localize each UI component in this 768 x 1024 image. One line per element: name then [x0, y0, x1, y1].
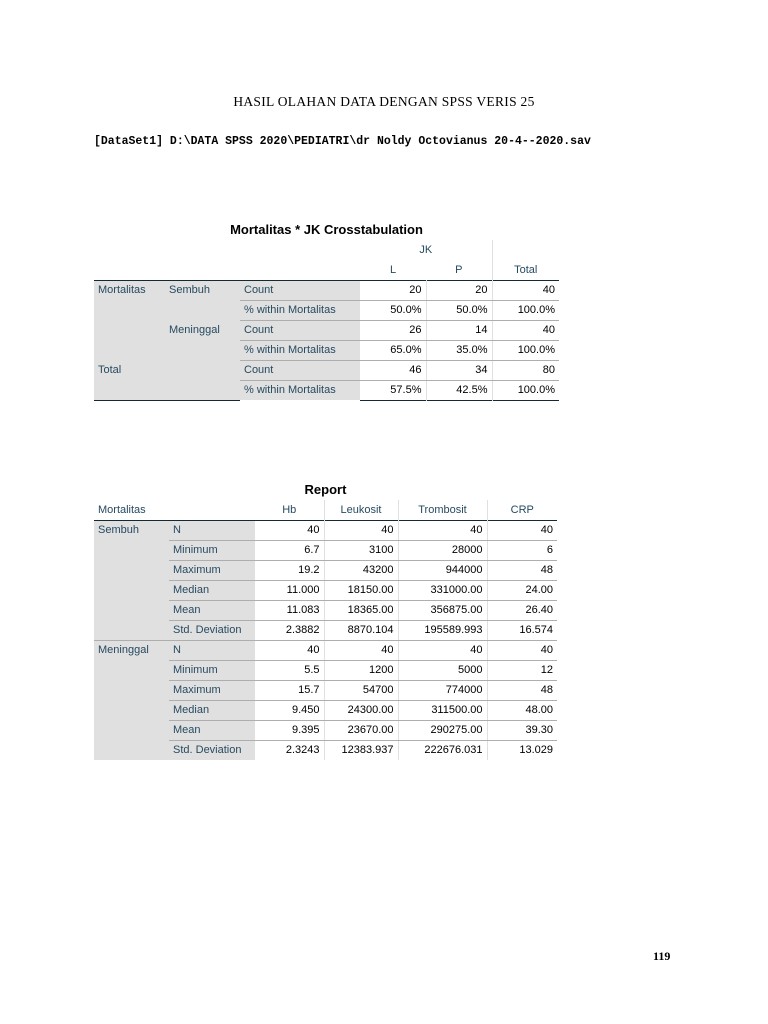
- value-cell: 5000: [398, 660, 487, 680]
- value-cell: 50.0%: [426, 300, 492, 320]
- row-statistic-label: % within Mortalitas: [240, 380, 360, 400]
- value-cell: 24300.00: [324, 700, 398, 720]
- table-row: [94, 560, 557, 580]
- value-cell: 290275.00: [398, 720, 487, 740]
- value-cell: 1200: [324, 660, 398, 680]
- value-cell: 23670.00: [324, 720, 398, 740]
- row-group-label: Mortalitas: [94, 280, 165, 300]
- value-cell: 9.450: [255, 700, 324, 720]
- row-group-label: [94, 600, 169, 620]
- value-cell: 19.2: [255, 560, 324, 580]
- value-cell: 5.5: [255, 660, 324, 680]
- row-statistic-label: Maximum: [169, 560, 255, 580]
- row-group-label: [94, 320, 165, 340]
- value-cell: 24.00: [487, 580, 557, 600]
- row-statistic-label: % within Mortalitas: [240, 340, 360, 360]
- value-cell: 35.0%: [426, 340, 492, 360]
- value-cell: 12: [487, 660, 557, 680]
- row-group-label: [94, 740, 169, 760]
- value-cell: 28000: [398, 540, 487, 560]
- row-statistic-label: Std. Deviation: [169, 740, 255, 760]
- row-statistic-label: % within Mortalitas: [240, 300, 360, 320]
- value-cell: 14: [426, 320, 492, 340]
- value-cell: 20: [360, 280, 426, 300]
- value-cell: 34: [426, 360, 492, 380]
- row-group-label: Meninggal: [94, 640, 169, 660]
- value-cell: 54700: [324, 680, 398, 700]
- row-statistic-label: Count: [240, 360, 360, 380]
- value-cell: 40: [487, 640, 557, 660]
- value-cell: 100.0%: [492, 340, 559, 360]
- value-cell: 18150.00: [324, 580, 398, 600]
- value-cell: 40: [492, 320, 559, 340]
- column-header-l: L: [360, 260, 426, 280]
- report-column-header-row: [94, 500, 557, 520]
- value-cell: 222676.031: [398, 740, 487, 760]
- table-row: [94, 340, 559, 360]
- row-subgroup-label: [165, 340, 240, 360]
- value-cell: 9.395: [255, 720, 324, 740]
- value-cell: 2.3882: [255, 620, 324, 640]
- value-cell: 944000: [398, 560, 487, 580]
- table-row: [94, 720, 557, 740]
- row-group-label: [94, 580, 169, 600]
- value-cell: 42.5%: [426, 380, 492, 400]
- row-subgroup-label: Meninggal: [165, 320, 240, 340]
- value-cell: 356875.00: [398, 600, 487, 620]
- crosstab-column-header-row: [94, 260, 559, 280]
- report-table: [94, 500, 557, 761]
- value-cell: 48: [487, 560, 557, 580]
- row-group-label: [94, 380, 165, 400]
- table-row: [94, 740, 557, 760]
- value-cell: 16.574: [487, 620, 557, 640]
- row-subgroup-label: Sembuh: [165, 280, 240, 300]
- row-group-label: [94, 540, 169, 560]
- row-statistic-label: Count: [240, 320, 360, 340]
- value-cell: 40: [487, 520, 557, 540]
- row-group-label: [94, 680, 169, 700]
- table-row: [94, 680, 557, 700]
- table-row: [94, 640, 557, 660]
- table-row: [94, 360, 559, 380]
- value-cell: 40: [255, 640, 324, 660]
- column-header-trombosit: Trombosit: [398, 500, 487, 520]
- crosstab-table: [94, 240, 559, 401]
- table-row: [94, 380, 559, 400]
- value-cell: 6.7: [255, 540, 324, 560]
- value-cell: 774000: [398, 680, 487, 700]
- row-group-label: [94, 560, 169, 580]
- row-statistic-label: Count: [240, 280, 360, 300]
- value-cell: 40: [398, 520, 487, 540]
- row-statistic-label: Median: [169, 580, 255, 600]
- value-cell: 11.083: [255, 600, 324, 620]
- table-row: [94, 280, 559, 300]
- value-cell: 40: [398, 640, 487, 660]
- crosstab-title: Mortalitas * JK Crosstabulation: [230, 222, 423, 237]
- column-header-hb: Hb: [255, 500, 324, 520]
- value-cell: 50.0%: [360, 300, 426, 320]
- jk-group-header: JK: [360, 240, 492, 260]
- table-row: [94, 540, 557, 560]
- value-cell: 48: [487, 680, 557, 700]
- table-row: [94, 580, 557, 600]
- value-cell: 20: [426, 280, 492, 300]
- value-cell: 13.029: [487, 740, 557, 760]
- row-statistic-label: Median: [169, 700, 255, 720]
- column-header-leukosit: Leukosit: [324, 500, 398, 520]
- row-group-label: [94, 660, 169, 680]
- value-cell: 65.0%: [360, 340, 426, 360]
- value-cell: 57.5%: [360, 380, 426, 400]
- value-cell: 18365.00: [324, 600, 398, 620]
- value-cell: 15.7: [255, 680, 324, 700]
- value-cell: 6: [487, 540, 557, 560]
- table-row: [94, 320, 559, 340]
- column-header-crp: CRP: [487, 500, 557, 520]
- table-row: [94, 700, 557, 720]
- row-subgroup-label: [165, 380, 240, 400]
- value-cell: 40: [324, 640, 398, 660]
- page-number: 119: [653, 949, 671, 963]
- value-cell: 12383.937: [324, 740, 398, 760]
- value-cell: 26.40: [487, 600, 557, 620]
- value-cell: 8870.104: [324, 620, 398, 640]
- value-cell: 40: [492, 280, 559, 300]
- row-statistic-label: N: [169, 640, 255, 660]
- value-cell: 43200: [324, 560, 398, 580]
- table-row: [94, 520, 557, 540]
- value-cell: 311500.00: [398, 700, 487, 720]
- value-cell: 195589.993: [398, 620, 487, 640]
- row-statistic-label: Maximum: [169, 680, 255, 700]
- dataset-path: [DataSet1] D:\DATA SPSS 2020\PEDIATRI\dr Noldy Octovianus 20-4--2020.sav: [94, 135, 591, 148]
- row-statistic-label: N: [169, 520, 255, 540]
- row-group-label: [94, 700, 169, 720]
- row-group-label: Total: [94, 360, 165, 380]
- row-statistic-label: Mean: [169, 720, 255, 740]
- value-cell: 40: [324, 520, 398, 540]
- row-group-label: [94, 720, 169, 740]
- row-statistic-label: Mean: [169, 600, 255, 620]
- row-statistic-label: Std. Deviation: [169, 620, 255, 640]
- value-cell: 2.3243: [255, 740, 324, 760]
- row-group-label: [94, 340, 165, 360]
- value-cell: 331000.00: [398, 580, 487, 600]
- value-cell: 26: [360, 320, 426, 340]
- value-cell: 39.30: [487, 720, 557, 740]
- value-cell: 11.000: [255, 580, 324, 600]
- value-cell: 100.0%: [492, 380, 559, 400]
- column-header-p: P: [426, 260, 492, 280]
- table-row: [94, 600, 557, 620]
- row-subgroup-label: [165, 300, 240, 320]
- value-cell: 3100: [324, 540, 398, 560]
- page-heading: HASIL OLAHAN DATA DENGAN SPSS VERIS 25: [233, 94, 535, 109]
- table-row: [94, 660, 557, 680]
- value-cell: 100.0%: [492, 300, 559, 320]
- report-title: Report: [304, 482, 347, 497]
- table-row: [94, 620, 557, 640]
- value-cell: 48.00: [487, 700, 557, 720]
- row-statistic-label: Minimum: [169, 540, 255, 560]
- row-group-label: [94, 300, 165, 320]
- table-row: [94, 300, 559, 320]
- column-header-total: Total: [492, 260, 559, 280]
- row-group-label: Sembuh: [94, 520, 169, 540]
- row-statistic-label: Minimum: [169, 660, 255, 680]
- value-cell: 40: [255, 520, 324, 540]
- value-cell: 46: [360, 360, 426, 380]
- row-group-label: [94, 620, 169, 640]
- row-subgroup-label: [165, 360, 240, 380]
- report-row-header: Mortalitas: [98, 503, 146, 516]
- value-cell: 80: [492, 360, 559, 380]
